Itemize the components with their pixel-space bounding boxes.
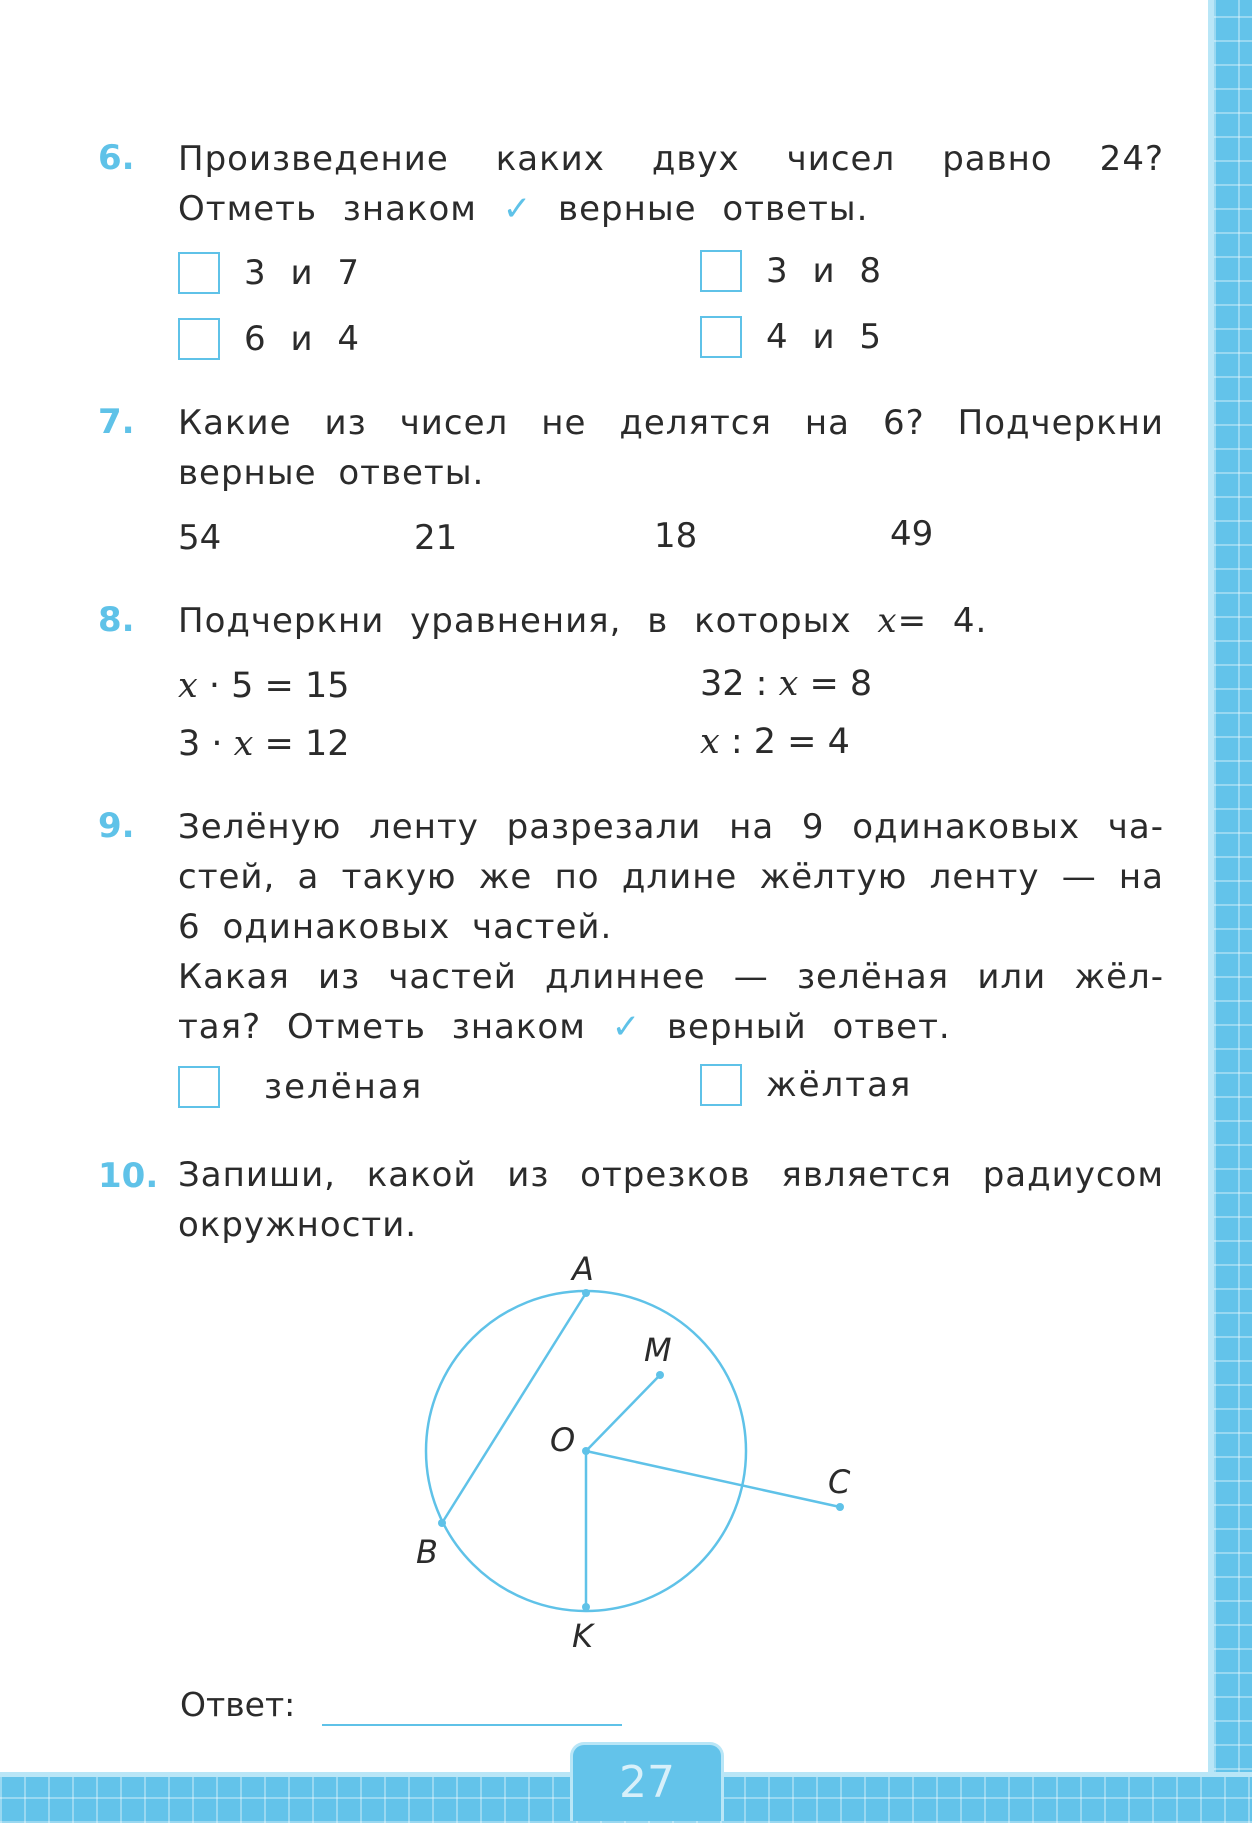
- variable: x: [178, 666, 198, 706]
- task-text-line: [178, 596, 1164, 646]
- checkmark-icon: ✓: [611, 1007, 642, 1047]
- text-fragment: Отметь знаком: [178, 189, 477, 229]
- number-item[interactable]: 18: [654, 516, 698, 556]
- task-number: 7.: [98, 402, 135, 442]
- right-decorative-band: [1208, 0, 1252, 1818]
- equation[interactable]: [178, 666, 350, 706]
- task-text-line: Какая из частей длиннее — зелёная или жёл-: [178, 957, 1164, 997]
- answer-option[interactable]: [700, 250, 883, 292]
- option-label: зелёная: [264, 1067, 424, 1107]
- variable: x: [778, 664, 799, 704]
- task-number: 6.: [98, 138, 135, 178]
- text-fragment: верные ответы.: [558, 189, 869, 229]
- answer-option[interactable]: [700, 316, 883, 358]
- variable: x: [877, 601, 898, 641]
- equation[interactable]: [700, 664, 872, 704]
- answer-option[interactable]: [700, 1064, 912, 1106]
- checkbox[interactable]: [700, 1064, 742, 1106]
- task-text-line: верные ответы.: [178, 453, 485, 493]
- segment-OC: [586, 1451, 840, 1507]
- answer-option[interactable]: [178, 318, 361, 360]
- label-O: O: [550, 1421, 576, 1459]
- number-item[interactable]: 21: [414, 518, 458, 558]
- label-B: B: [416, 1533, 438, 1571]
- text-fragment: тая? Отметь знаком: [178, 1007, 586, 1047]
- point-K: [582, 1603, 590, 1611]
- answer-label: Ответ:: [180, 1685, 296, 1724]
- circle-diagram: [400, 1245, 880, 1655]
- text-fragment: Подчеркни уравнения, в которых: [178, 601, 852, 641]
- option-label: 3 и 7: [244, 253, 361, 293]
- segment-OM: [586, 1375, 660, 1451]
- equation-text: = 8: [798, 664, 873, 704]
- point-O: [582, 1447, 590, 1455]
- checkbox[interactable]: [700, 316, 742, 358]
- equation-text: : 2 = 4: [719, 722, 850, 762]
- checkmark-icon: ✓: [502, 189, 533, 229]
- task-number: 10.: [98, 1156, 159, 1196]
- label-C: C: [828, 1463, 851, 1501]
- task-text-line: окружности.: [178, 1205, 418, 1245]
- text-fragment: = 4.: [897, 601, 988, 641]
- variable: x: [700, 722, 720, 762]
- equation[interactable]: [178, 724, 350, 764]
- task-text-line: стей, а такую же по длине жёлтую ленту — на: [178, 857, 1164, 897]
- label-K: K: [572, 1617, 593, 1655]
- answer-option[interactable]: [178, 1066, 423, 1108]
- task-text-line: Произведение каких двух чисел равно 24?: [178, 139, 1164, 179]
- option-label: 3 и 8: [766, 251, 883, 291]
- point-M: [656, 1371, 664, 1379]
- point-A: [582, 1289, 590, 1297]
- segment-AB: [442, 1293, 586, 1523]
- equation-text: = 12: [253, 724, 350, 764]
- task-text-line: [178, 1002, 1164, 1052]
- task-number: 9.: [98, 806, 135, 846]
- task-text-line: Зелёную ленту разрезали на 9 одинаковых ча-: [178, 807, 1164, 847]
- task-text-line: 6 одинаковых частей.: [178, 907, 613, 947]
- task-number: 8.: [98, 600, 135, 640]
- equation-text: 3 ·: [178, 724, 234, 764]
- task-text-line: Запиши, какой из отрезков является радиусом: [178, 1155, 1164, 1195]
- page-number: 27: [570, 1742, 724, 1821]
- point-C: [836, 1503, 844, 1511]
- option-label: 4 и 5: [766, 317, 883, 357]
- checkbox[interactable]: [178, 252, 220, 294]
- equation[interactable]: [700, 722, 850, 762]
- equation-text: · 5 = 15: [197, 666, 350, 706]
- checkbox[interactable]: [700, 250, 742, 292]
- number-item[interactable]: 49: [890, 514, 934, 554]
- label-M: M: [644, 1331, 672, 1369]
- checkbox[interactable]: [178, 1066, 220, 1108]
- task-text-line: [178, 184, 1164, 234]
- variable: x: [233, 724, 254, 764]
- option-label: 6 и 4: [244, 319, 361, 359]
- text-fragment: верный ответ.: [667, 1007, 951, 1047]
- number-item[interactable]: 54: [178, 518, 222, 558]
- equation-text: 32 :: [700, 664, 779, 704]
- task-text-line: Какие из чисел не делятся на 6? Подчеркни: [178, 403, 1164, 443]
- checkbox[interactable]: [178, 318, 220, 360]
- label-A: A: [572, 1250, 594, 1288]
- option-label: жёлтая: [766, 1065, 913, 1105]
- answer-option[interactable]: [178, 252, 361, 294]
- answer-input-line[interactable]: [322, 1724, 622, 1726]
- point-B: [438, 1519, 446, 1527]
